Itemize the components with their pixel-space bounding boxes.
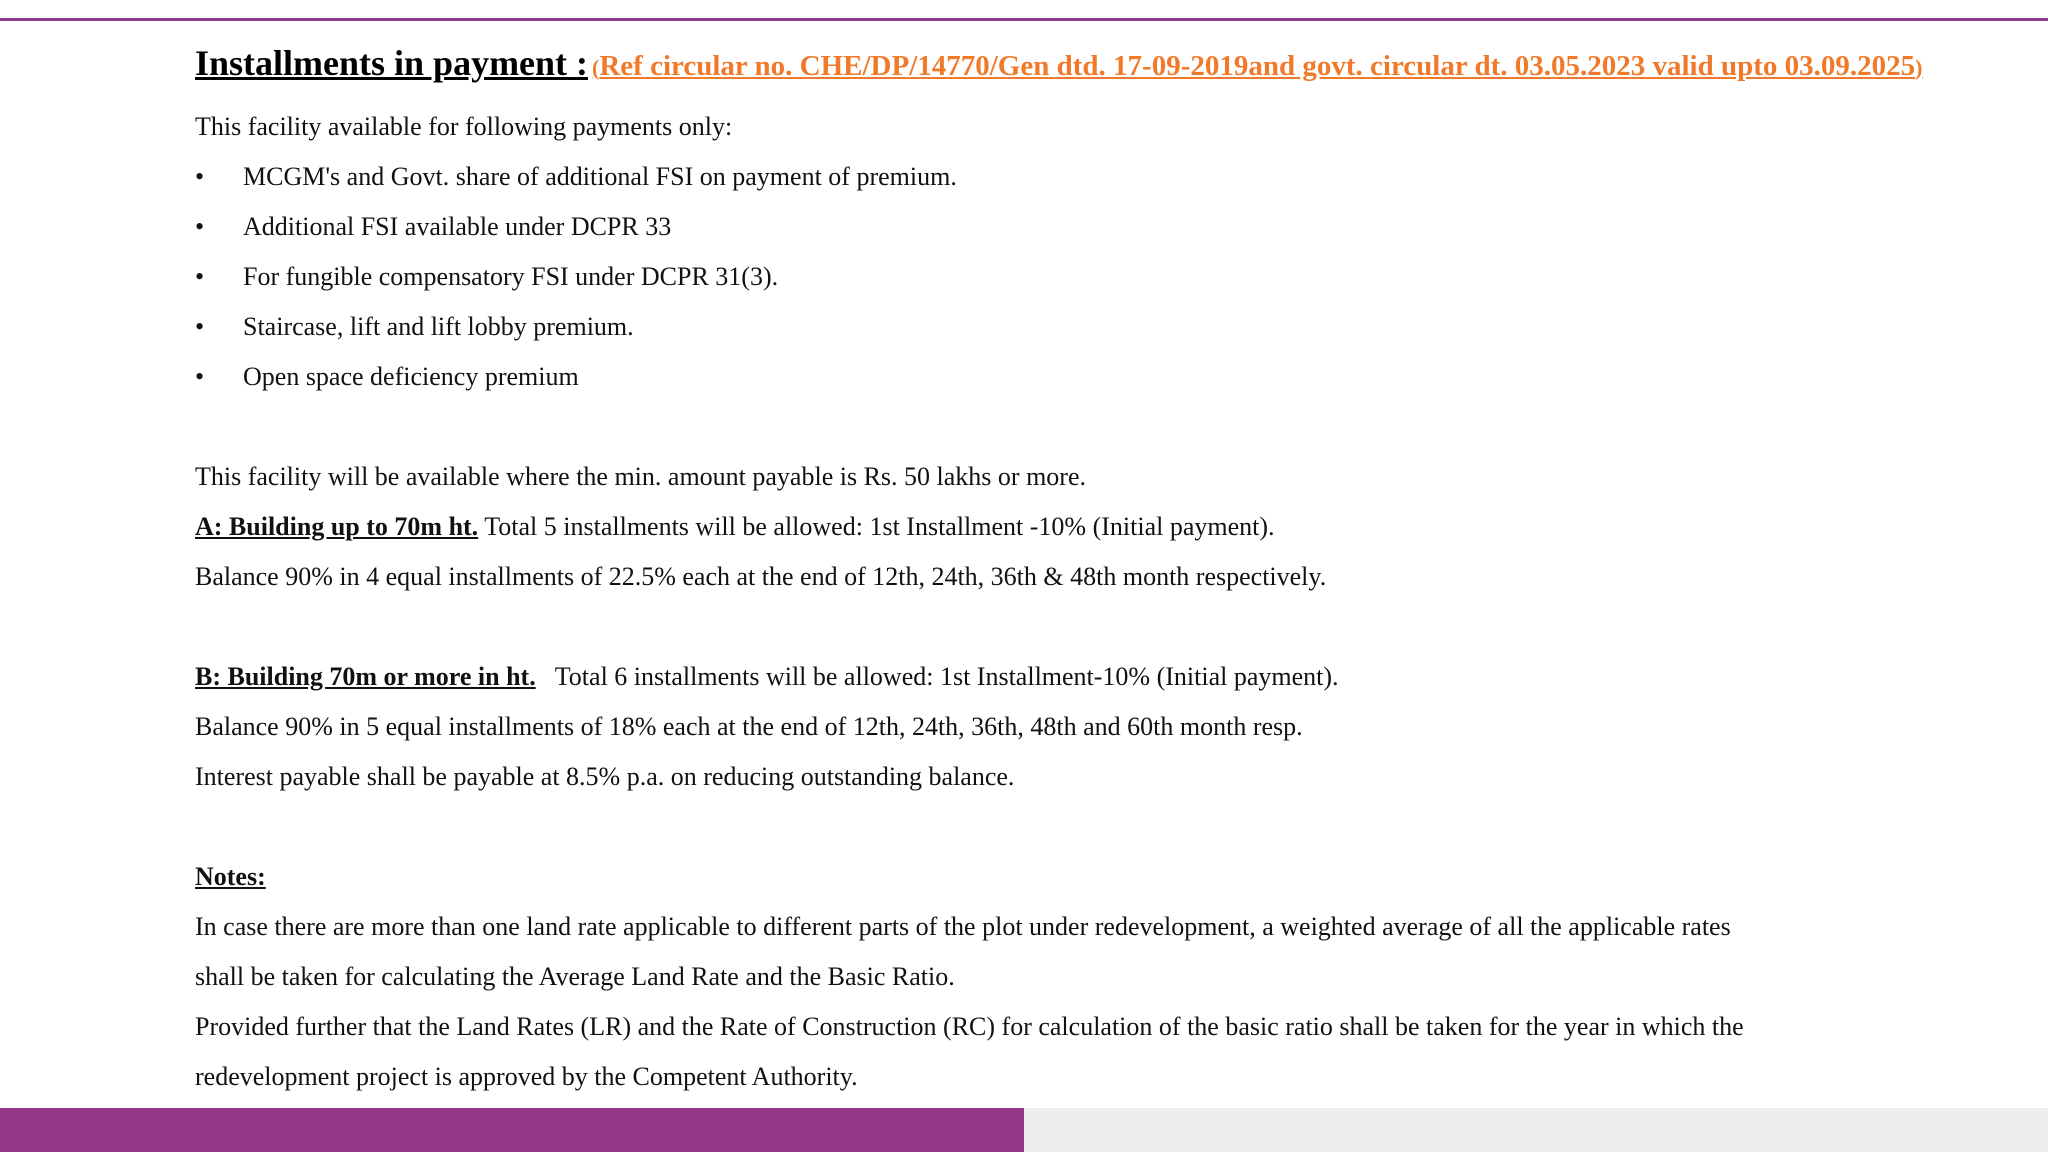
- notes-line: Provided further that the Land Rates (LR) and the Rate of Construction (RC) for calculation of the basic ratio shall be taken for the year in which the: [195, 1012, 1744, 1041]
- footer-accent-bar: [0, 1108, 1024, 1152]
- notes-heading: [195, 852, 2025, 902]
- footer-grey-bar: [1024, 1108, 2048, 1152]
- slide-content: [195, 38, 2025, 1102]
- spacer: [195, 602, 2025, 652]
- ref-close-paren: ): [1915, 55, 1923, 80]
- title-text: Installments in payment :: [195, 43, 589, 83]
- notes-label: Notes:: [195, 862, 266, 891]
- bullet-item: • Open space deficiency premium: [195, 352, 2025, 402]
- notes-line: shall be taken for calculating the Average Land Rate and the Basic Ratio.: [195, 962, 955, 991]
- section-b-text: Total 6 installments will be allowed: 1st Installment-10% (Initial payment).: [535, 662, 1339, 691]
- min-amount-text: This facility will be available where the min. amount payable is Rs. 50 lakhs or more.: [195, 462, 1086, 491]
- ref-open-paren: (: [592, 55, 600, 80]
- reference-circular: [592, 50, 1922, 82]
- interest-text: Interest payable shall be payable at 8.5% p.a. on reducing outstanding balance.: [195, 762, 1015, 791]
- bullet-item: • Additional FSI available under DCPR 33: [195, 202, 2025, 252]
- section-b-line: [195, 652, 2025, 702]
- top-divider: [0, 18, 2048, 21]
- bullet-item: • MCGM's and Govt. share of additional FSI on payment of premium.: [195, 152, 2025, 202]
- section-a-balance: Balance 90% in 4 equal installments of 22.5% each at the end of 12th, 24th, 36th & 48th month respectively.: [195, 562, 1327, 591]
- section-a-label: A: Building up to 70m ht.: [195, 512, 479, 541]
- page-title: [195, 38, 2025, 88]
- section-a-text: Total 5 installments will be allowed: 1st Installment -10% (Initial payment).: [478, 512, 1275, 541]
- bullet-item: • For fungible compensatory FSI under DCPR 31(3).: [195, 252, 2025, 302]
- notes-line: redevelopment project is approved by the Competent Authority.: [195, 1062, 858, 1091]
- notes-line: In case there are more than one land rate applicable to different parts of the plot under redevelopment, a weighted average of all the applicable rates: [195, 912, 1731, 941]
- bullet-item: • Staircase, lift and lift lobby premium.: [195, 302, 2025, 352]
- spacer: [195, 802, 2025, 852]
- section-a-line: [195, 502, 2025, 552]
- intro-text: This facility available for following payments only:: [195, 112, 733, 141]
- ref-text: Ref circular no. CHE/DP/14770/Gen dtd. 17-09-2019and govt. circular dt. 03.05.2023 valid upto 03.09.2025: [599, 50, 1916, 82]
- section-b-label: B: Building 70m or more in ht.: [195, 662, 536, 691]
- spacer: [195, 402, 2025, 452]
- section-b-balance: Balance 90% in 5 equal installments of 18% each at the end of 12th, 24th, 36th, 48th and 60th month resp.: [195, 712, 1303, 741]
